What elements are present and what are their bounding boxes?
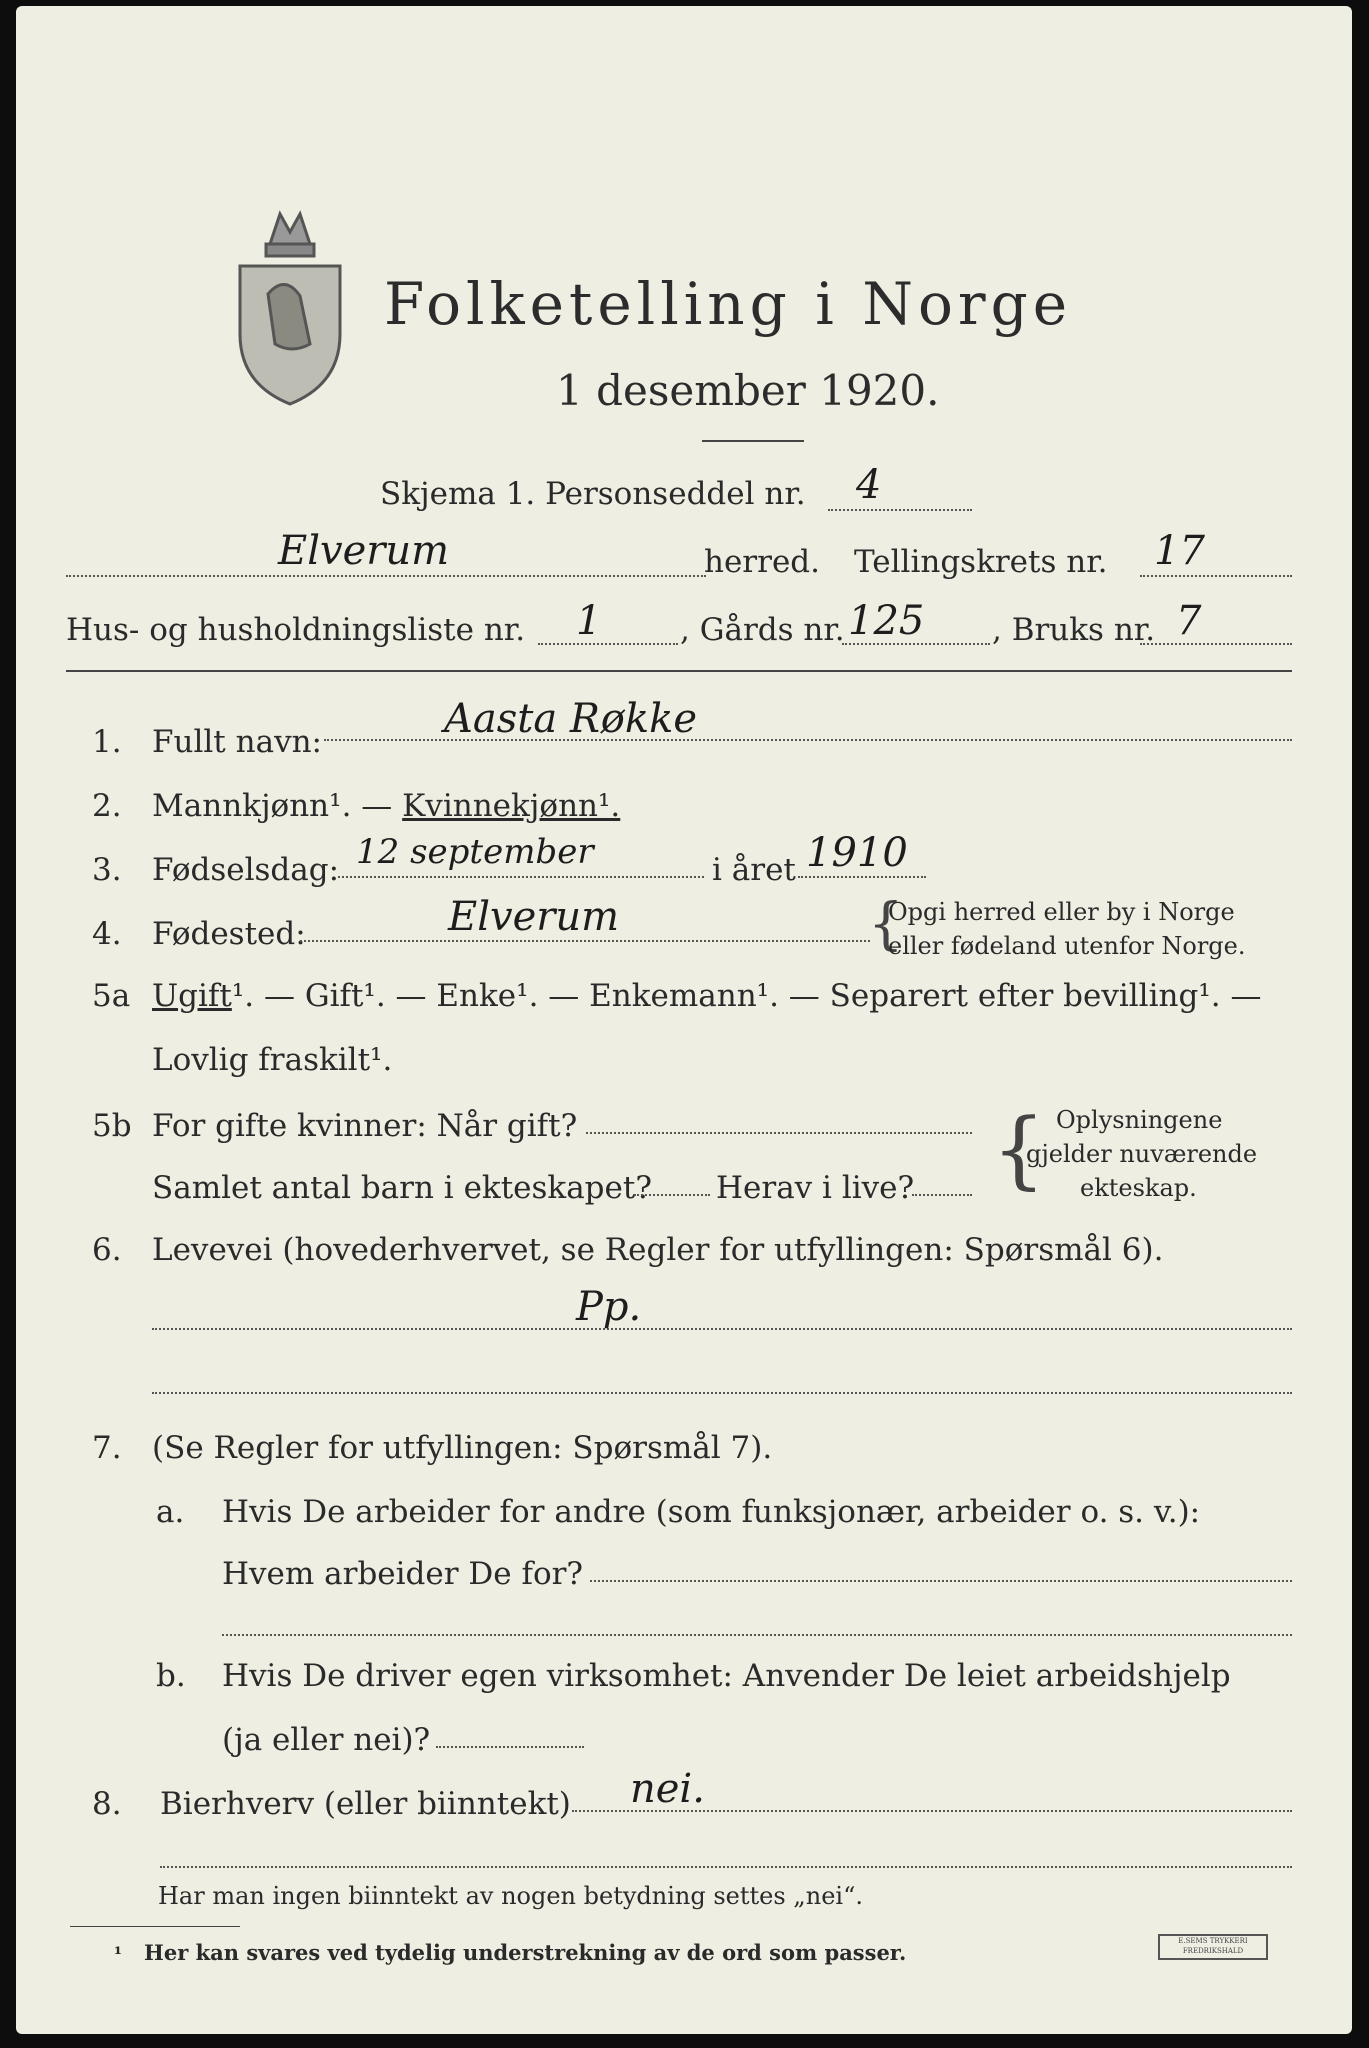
employer-line-1[interactable] [590, 1580, 1292, 1582]
household-list-label: Hus- og husholdningsliste nr. [66, 612, 526, 648]
q7b-number: b. [156, 1658, 186, 1694]
q4-note-line1: Opgi herred eller by i Norge [888, 898, 1235, 926]
q3-number: 3. [92, 852, 122, 888]
page-title: Folketelling i Norge [384, 270, 1073, 338]
married-when-line[interactable] [586, 1132, 972, 1134]
q7b-line1: Hvis De driver egen virksomhet: Anvender De leiet arbeidshjelp [222, 1658, 1231, 1694]
printer-stamp [1158, 1934, 1268, 1960]
herred-value[interactable]: Elverum [278, 528, 450, 574]
personseddel-nr-value[interactable]: 4 [856, 462, 882, 508]
census-date: 1 desember 1920. [556, 366, 940, 415]
footnote-text: Her kan svares ved tydelig understrekning av de ord som passer. [144, 1940, 907, 1965]
q7b-line2: (ja eller nei)? [222, 1722, 431, 1758]
tellingskrets-nr-value[interactable]: 17 [1154, 528, 1205, 574]
household-list-line [538, 643, 678, 645]
q8-number: 8. [92, 1786, 122, 1822]
q1-number: 1. [92, 724, 122, 760]
tellingskrets-line [1140, 575, 1292, 577]
herred-label: herred. [704, 544, 820, 580]
q5b-label2: Samlet antal barn i ekteskapet? [152, 1170, 652, 1206]
q3-label: Fødselsdag: [152, 852, 340, 888]
q1-label: Fullt navn: [152, 724, 322, 760]
hired-help-line[interactable] [436, 1746, 584, 1748]
q6-label: Levevei (hovederhvervet, se Regler for utfyllingen: Spørsmål 6). [152, 1232, 1164, 1268]
printer-stamp-line1: E.SEMS TRYKKERI [1178, 1937, 1248, 1945]
q5b-label3: Herav i live? [716, 1170, 915, 1206]
occupation-line-1 [152, 1328, 1292, 1330]
q4-note-line2: eller fødeland utenfor Norge. [888, 932, 1246, 960]
q3-year-line [798, 876, 926, 878]
q5b-number: 5b [92, 1108, 132, 1144]
status-ugift-option[interactable]: Ugift [152, 978, 232, 1014]
full-name-value[interactable]: Aasta Røkke [444, 696, 697, 742]
birthplace-value[interactable]: Elverum [448, 894, 620, 940]
q7-number: 7. [92, 1430, 122, 1466]
children-count-line[interactable] [634, 1194, 710, 1196]
q5b-note1: Oplysningene [1056, 1106, 1223, 1134]
census-form-sheet [16, 6, 1352, 2034]
gards-nr-value[interactable]: 125 [848, 598, 925, 644]
personseddel-line [828, 509, 972, 511]
q7a-line1: Hvis De arbeider for andre (som funksjonær, arbeider o. s. v.): [222, 1494, 1201, 1530]
q3-year-label: i året [712, 852, 796, 888]
q5a-options [152, 978, 1261, 1014]
q7a-line2: Hvem arbeider De for? [222, 1556, 584, 1592]
occupation-line-2 [152, 1392, 1292, 1394]
herred-line [66, 575, 706, 577]
norway-coat-of-arms-icon [230, 204, 350, 410]
q5a-number: 5a [92, 978, 131, 1014]
q7a-number: a. [156, 1494, 185, 1530]
title-divider [702, 440, 804, 442]
side-income-value[interactable]: nei. [630, 1766, 705, 1812]
status-lovlig-fraskilt-option[interactable]: Lovlig fraskilt¹. [152, 1042, 393, 1078]
tellingskrets-label: Tellingskrets nr. [854, 544, 1108, 580]
q4-label: Fødested: [152, 916, 306, 952]
q4-line [300, 940, 870, 942]
q2-gender-row [152, 788, 620, 824]
gards-label: , Gårds nr. [680, 612, 845, 648]
bruks-nr-value[interactable]: 7 [1176, 598, 1202, 644]
q5b-note2: gjelder nuværende [1026, 1140, 1258, 1168]
household-list-nr-value[interactable]: 1 [576, 598, 602, 644]
q2-number: 2. [92, 788, 122, 824]
gender-female-option[interactable]: Kvinnekjønn¹. [402, 788, 621, 824]
q5b-label1: For gifte kvinner: Når gift? [152, 1108, 578, 1144]
q5b-note-brace: { [992, 1100, 1046, 1198]
status-other-options[interactable]: ¹. — Gift¹. — Enke¹. — Enkemann¹. — Separert efter bevilling¹. — [231, 978, 1262, 1014]
header-divider [66, 670, 1292, 672]
gender-male-option[interactable]: Mannkjønn¹. — [152, 788, 403, 824]
q3-day-line [338, 876, 704, 878]
occupation-value[interactable]: Pp. [576, 1284, 642, 1330]
schema-label: Skjema 1. Personseddel nr. [380, 476, 806, 512]
q7-label: (Se Regler for utfyllingen: Spørsmål 7). [152, 1430, 773, 1466]
q4-number: 4. [92, 916, 122, 952]
footnote-divider [70, 1926, 240, 1927]
q4-note-brace: { [868, 892, 904, 957]
employer-line-2[interactable] [222, 1634, 1292, 1636]
bruks-line [1140, 643, 1292, 645]
footnote-mark: ¹ [114, 1944, 122, 1965]
children-alive-line[interactable] [912, 1194, 972, 1196]
q5b-note3: ekteskap. [1080, 1174, 1197, 1202]
bruks-label: , Bruks nr. [992, 612, 1156, 648]
side-income-line-2 [160, 1866, 1292, 1868]
birth-year-value[interactable]: 1910 [806, 830, 908, 876]
birth-day-value[interactable]: 12 september [356, 832, 594, 872]
printer-stamp-line2: FREDRIKSHALD [1182, 1947, 1244, 1955]
q6-number: 6. [92, 1232, 122, 1268]
q8-label: Bierhverv (eller biinntekt) [160, 1786, 571, 1822]
footer-note: Har man ingen biinntekt av nogen betydning settes „nei“. [158, 1882, 863, 1910]
